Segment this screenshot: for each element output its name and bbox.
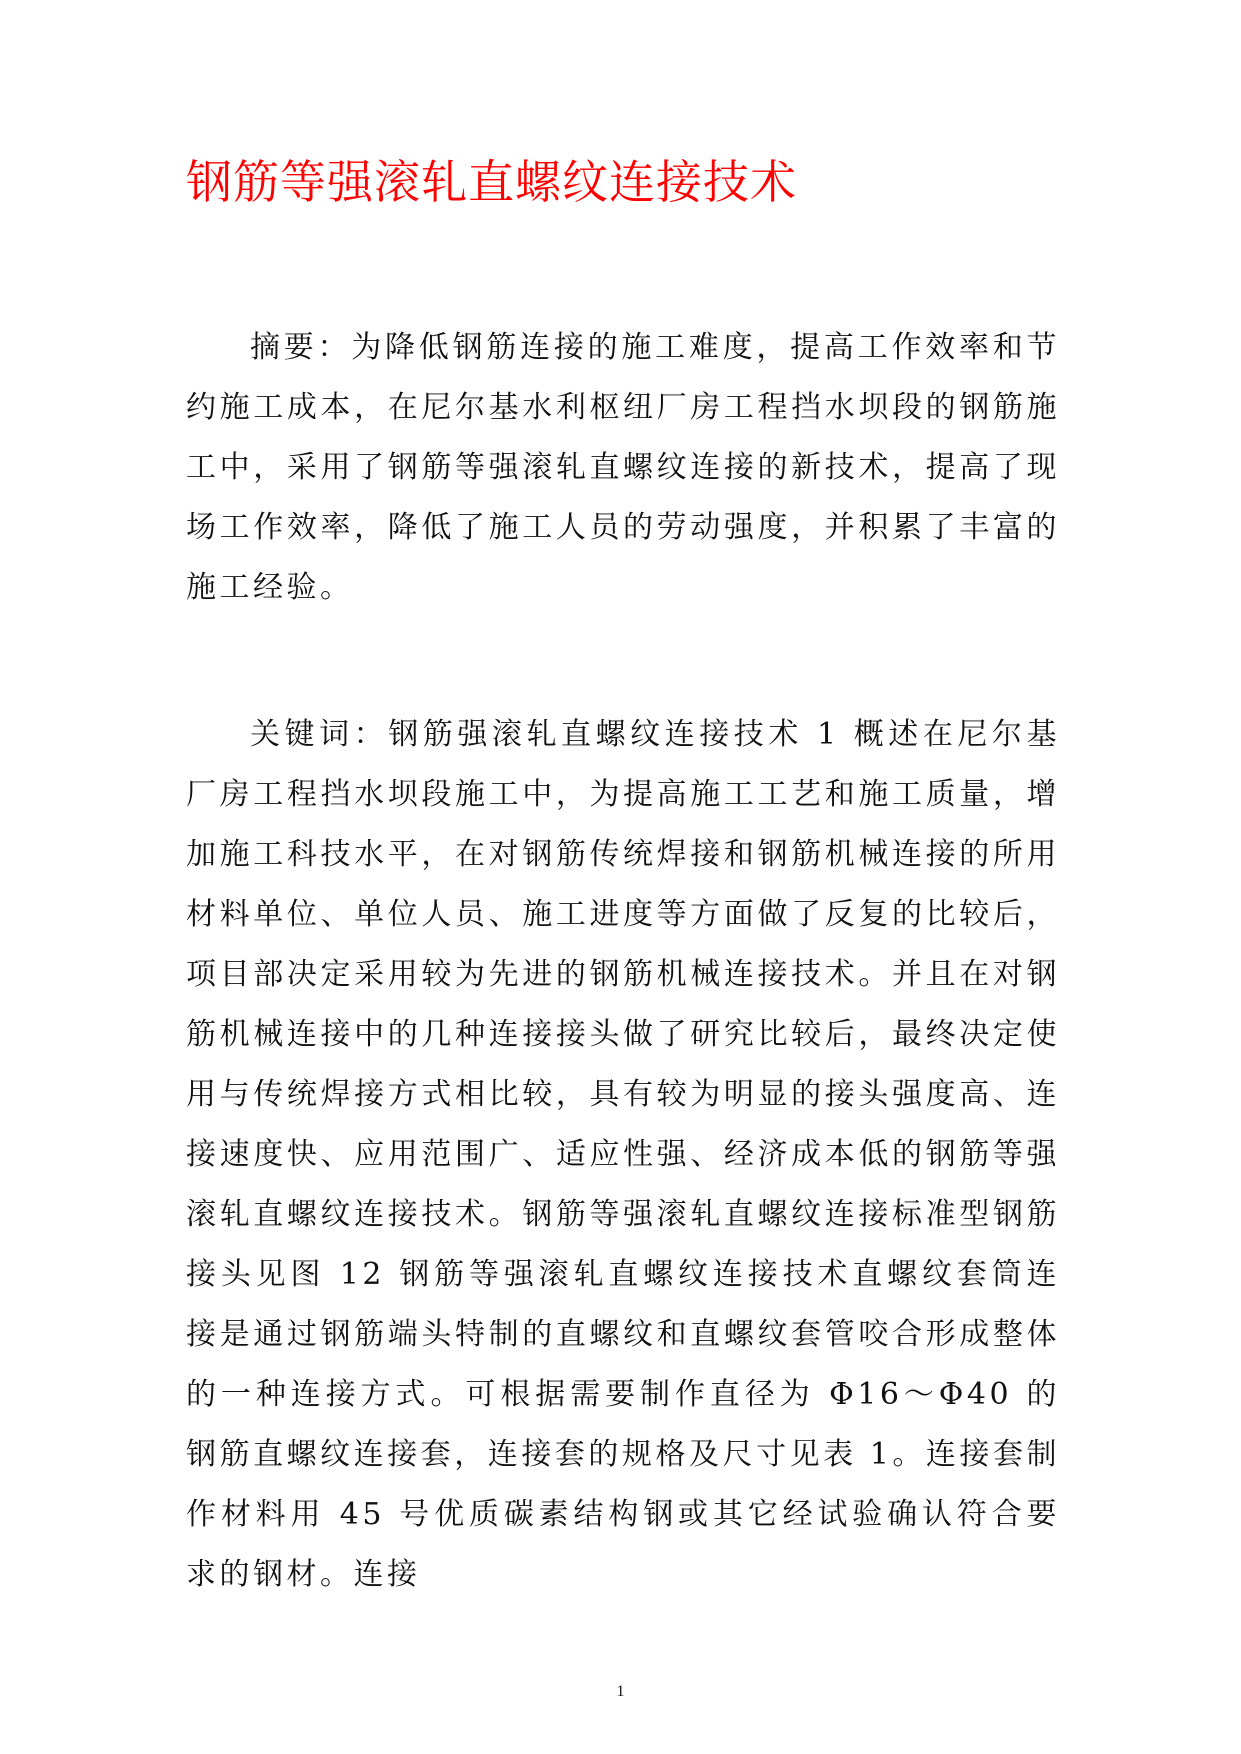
abstract-paragraph: 摘要：为降低钢筋连接的施工难度，提高工作效率和节约施工成本，在尼尔基水利枢纽厂房工程挡水坝段的钢筋施工中，采用了钢筋等强滚轧直螺纹连接的新技术，提高了现场工作效率，降低了施工人员的劳动强度，并积累了丰富的施工经验。	[186, 330, 1060, 605]
document-title: 钢筋等强滚轧直螺纹连接技术	[186, 155, 797, 209]
page-number: 1	[616, 1683, 625, 1700]
keywords-overview-paragraph: 关键词：钢筋强滚轧直螺纹连接技术 1 概述在尼尔基厂房工程挡水坝段施工中，为提高施工工艺和施工质量，增加施工科技水平，在对钢筋传统焊接和钢筋机械连接的所用材料单位、单位人员、施工进度等方面做了反复的比较后，项目部决定采用较为先进的钢筋机械连接技术。并且在对钢筋机械连接中的几种连接接头做了研究比较后，最终决定使用与传统焊接方式相比较，具有较为明显的接头强度高、连接速度快、应用范围广、适应性强、经济成本低的钢筋等强滚轧直螺纹连接技术。钢筋等强滚轧直螺纹连接标准型钢筋接头见图 12 钢筋等强滚轧直螺纹连接技术直螺纹套筒连接是通过钢筋端头特制的直螺纹和直螺纹套管咬合形成整体的一种连接方式。可根据需要制作直径为 Φ16～Φ40 的钢筋直螺纹连接套，连接套的规格及尺寸见表 1。连接套制作材料用 45 号优质碳素结构钢或其它经试验确认符合要求的钢材。连接	[186, 717, 1060, 1592]
